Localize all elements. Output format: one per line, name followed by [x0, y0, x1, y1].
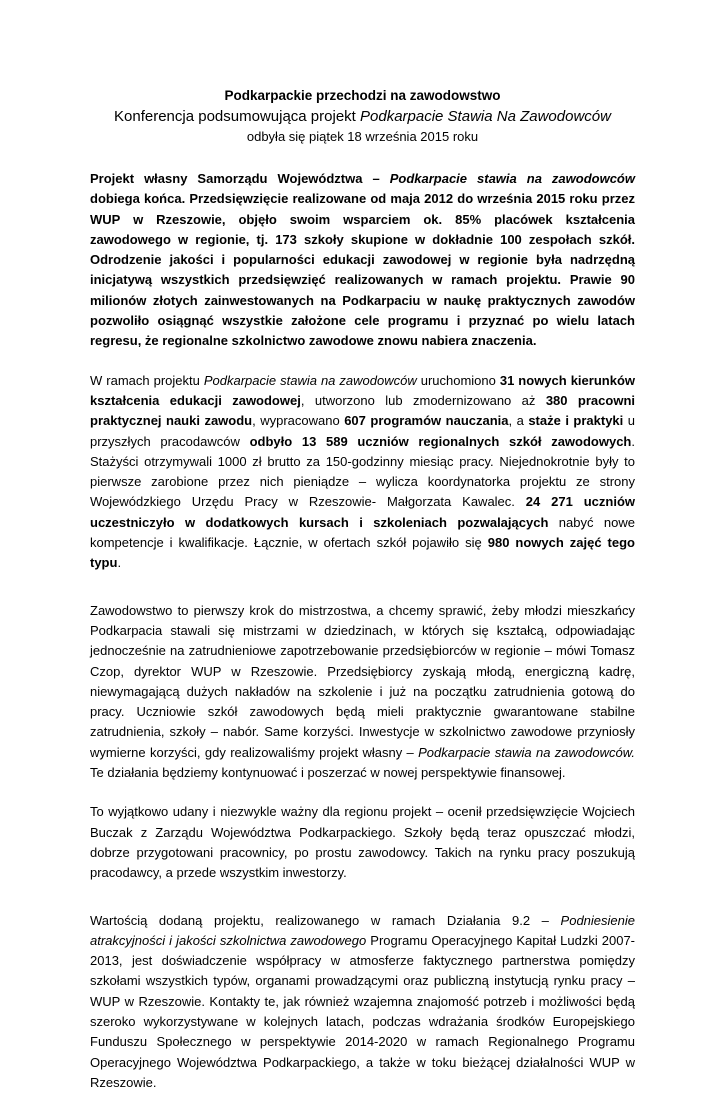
p2-project-name: Podkarpacie stawia na zawodowców [204, 373, 417, 388]
director-quote-paragraph [90, 601, 635, 784]
p2-students-count: odbyło 13 589 uczniów regionalnych szkół zawodowych [250, 434, 632, 449]
p5-s1: Wartością dodaną projektu, realizowanego w ramach Działania 9.2 – [90, 913, 561, 928]
p2-s13: . Stażyści otrzymywali 1000 zł brutto za 150-godzinny miesiąc pracy. Niejednokrotnie były to pierwsze zarobione przez nich pieniądze – wylicza koordynatorka projektu ze strony Wojewódzkiego Urzędu Pracy w Rzeszowie- Małgorzata Kawalec. [90, 434, 635, 510]
p3-s1: Zawodowstwo to pierwszy krok do mistrzostwa, a chcemy sprawić, żeby młodzi mieszkańcy Podkarpacia stawali się mistrzami w dziedzinach, w których się kształcą, odpowiadając jednocześnie na zatrudnieniowe zapotrzebowanie przedsiębiorców w regionie – mówi Tomasz Czop, dyrektor WUP w Rzeszowie. Przedsiębiorcy zyskają młodą, energiczną kadrę, niewymagającą dużych nakładów na szkolenie i już na początku zatrudnienia gotową do pracy. Uczniowie szkół zawodowych będą mieli praktycznie gwarantowane stabilne zatrudnienia, szkoły – nabór. Same korzyści. Inwestycje w szkolnictwo zawodowe przyniosły wymierne korzyści, gdy realizowaliśmy projekt własny – [90, 603, 635, 760]
board-quote-paragraph: To wyjątkowo udany i niezwykle ważny dla regionu projekt – ocenił przedsięwzięcie Wojciech Buczak z Zarządu Województwa Podkarpackiego. Szkoły będą teraz opuszczać młodzi, dobrze przygotowani pracownicy, po prostu zawodowcy. Takich na rynku pracy poszukują pracodawcy, a przede wszystkim inwestorzy. [90, 802, 635, 883]
subtitle-project-name: Podkarpacie Stawia Na Zawodowców [360, 108, 611, 125]
p3-project-name: Podkarpacie stawia na zawodowców. [418, 745, 635, 760]
results-paragraph [90, 371, 635, 574]
lead-s3: dobiega końca. Przedsięwzięcie realizowane od maja 2012 do września 2015 roku przez WUP w Rzeszowie, objęło swoim wsparciem ok. 85% placówek kształcenia zawodowego w regionie, tj. 173 szkoły skupione w dokładnie 100 zespołach szkół. Odrodzenie jakości i popularności edukacji zawodowej w regionie była nadrzędną inicjatywą wszystkich przedsięwzięć realizowanych w ramach projektu. Prawie 90 milionów złotych zainwestowanych na Podkarpaciu w naukę praktycznych zawodów pozwoliło osiągnąć wszystkie założone cele programu i przyznać po wielu latach regresu, że regionalne szkolnictwo zawodowe znowu nabiera znaczenia. [90, 191, 635, 348]
p5-measure-name: Podniesienie atrakcyjności i jakości szkolnictwa zawodowego [90, 913, 635, 948]
lead-s1: Projekt własny Samorządu Województwa – [90, 171, 390, 186]
p2-new-programs: 31 nowych kierunków kształcenia edukacji zawodowej [90, 373, 635, 408]
p2-courses-count: 24 271 uczniów uczestniczyło w dodatkowych kursach i szkoleniach pozwalających [90, 494, 635, 529]
p5-s3: Programu Operacyjnego Kapitał Ludzki 2007-2013, jest doświadczenie współpracy w atmosferze faktycznego partnerstwa pomiędzy szkołami wszystkich typów, organami prowadzącymi oraz publiczną instytucją rynku pracy – WUP w Rzeszowie. Kontakty te, jak również wzajemna znajomość potrzeb i możliwości będą szeroko wykorzystywane w kolejnych latach, podczas wdrażania środków Europejskiego Funduszu Społecznego w perspektywie 2014-2020 w ramach Regionalnego Programu Operacyjnego Województwa Podkarpackiego, a także w toku bieżącej działalności WUP w Rzeszowie. [90, 933, 635, 1090]
lead-project-name: Podkarpacie stawia na zawodowców [390, 171, 635, 186]
p2-s15: nabyć nowe kompetencje i kwalifikacje. Łącznie, w ofertach szkół pojawiło się [90, 515, 635, 550]
p2-s7: , wypracowano [252, 413, 344, 428]
subtitle-prefix: Konferencja podsumowująca projekt [114, 108, 360, 125]
p2-new-classes: 980 nowych zajęć tego typu [90, 535, 635, 570]
p2-s17: . [117, 555, 121, 570]
document-subtitle [90, 106, 635, 127]
p2-internships: staże i praktyki [528, 413, 623, 428]
p2-s3: uruchomiono [417, 373, 500, 388]
document-header [90, 86, 635, 147]
p3-s3: Te działania będziemy kontynuować i poszerzać w nowej perspektywie finansowej. [90, 765, 565, 780]
event-date: odbyła się piątek 18 września 2015 roku [90, 127, 635, 147]
p2-curricula: 607 programów nauczania [344, 413, 508, 428]
added-value-paragraph [90, 911, 635, 1093]
p2-s1: W ramach projektu [90, 373, 204, 388]
p2-s5: , utworzono lub zmodernizowano aż [301, 393, 546, 408]
p2-s9: , a [509, 413, 529, 428]
lead-paragraph [90, 169, 635, 352]
p2-s11: u przyszłych pracodawców [90, 413, 635, 448]
document-title: Podkarpackie przechodzi na zawodowstwo [90, 86, 635, 106]
p2-workshops: 380 pracowni praktycznej nauki zawodu [90, 393, 635, 428]
